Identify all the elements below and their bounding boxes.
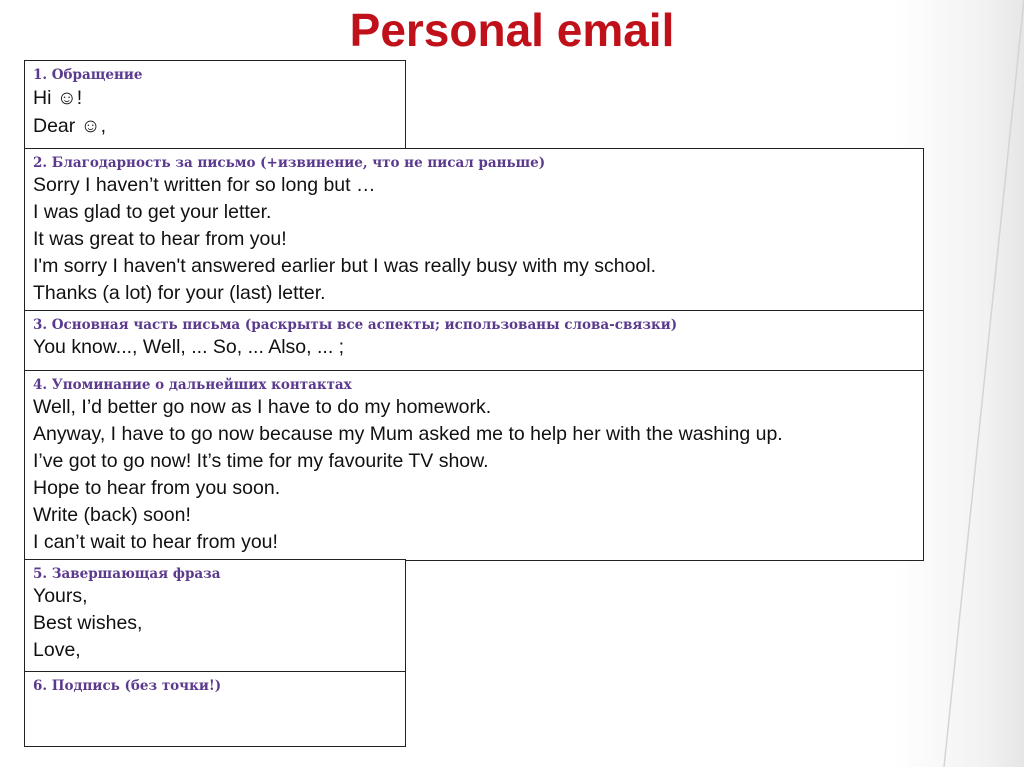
- section-further-contacts: [24, 370, 924, 561]
- section-main-body: [24, 310, 924, 372]
- phrase-line: I can’t wait to hear from you!: [33, 531, 278, 553]
- phrase-line: I'm sorry I haven't answered earlier but I was really busy with my school.: [33, 255, 657, 277]
- phrase-line: Anyway, I have to go now because my Mum asked me to help her with the washing up.: [33, 423, 783, 445]
- section-thanks: [24, 148, 924, 312]
- phrase-line: Write (back) soon!: [33, 504, 191, 526]
- section-heading: 6. Подпись (без точки!): [33, 678, 222, 694]
- phrase-line: Hope to hear from you soon.: [33, 477, 281, 499]
- phrase-line: I’ve got to go now! It’s time for my favourite TV show.: [33, 450, 489, 472]
- section-heading: 1. Обращение: [33, 67, 143, 83]
- phrase-line: Dear ☺,: [33, 115, 107, 137]
- phrase-line: I was glad to get your letter.: [33, 201, 272, 223]
- section-heading: 3. Основная часть письма (раскрыты все аспекты; использованы слова-связки): [33, 317, 678, 333]
- phrase-line: Well, I’d better go now as I have to do my homework.: [33, 396, 492, 418]
- phrase-line: Best wishes,: [33, 612, 143, 634]
- phrase-line: It was great to hear from you!: [33, 228, 287, 250]
- section-heading: 5. Завершающая фраза: [33, 566, 221, 582]
- section-heading: 2. Благодарность за письмо (+извинение, что не писал раньше): [33, 155, 546, 171]
- section-greeting: [24, 60, 406, 150]
- phrase-line: Hi ☺!: [33, 87, 83, 109]
- phrase-line: Love,: [33, 639, 81, 661]
- phrase-line: Sorry I haven’t written for so long but …: [33, 174, 376, 196]
- section-closing-phrase: [24, 559, 406, 673]
- section-signature: [24, 671, 406, 747]
- phrase-line: You know..., Well, ... So, ... Also, ... ;: [33, 336, 345, 358]
- phrase-line: Yours,: [33, 585, 88, 607]
- phrase-line: Thanks (a lot) for your (last) letter.: [33, 282, 326, 304]
- section-heading: 4. Упоминание о дальнейших контактах: [33, 377, 352, 393]
- page-title: Personal email: [349, 4, 675, 56]
